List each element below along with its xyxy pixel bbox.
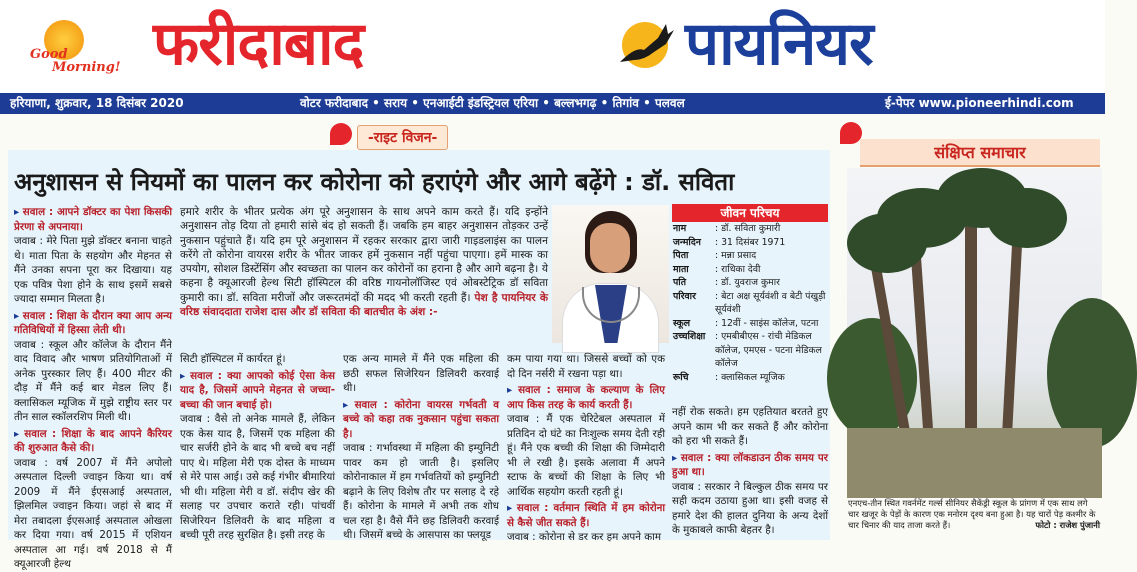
bio-key: पिता [673, 250, 689, 261]
bio-value: : डॉ. सविता कुमारी [715, 223, 781, 234]
article-column-3: एक अन्य मामले में मैंने एक महिला की छठी सफल सिजेरियन डिलिवरी करवाई थी। ▸ सवाल : कोरोना वायरस गर्भवती व बच्चे को कहा तक नुकसान पहुंचा सकता है। जवाब : गर्भावस्था में महिला की इम्युनिटी पावर कम हो जाती है। इसलिए कोरोनाकाल में हम गर्भवतियों को इम्युनिटी बढ़ाने के लिए विशेष तौर पर सलाह दे रहे हैं। कोरोना के मामले में अभी तक शोध चल रहा है। वैसे मैंने छह डिलिवरी करवाई थी। जिसमें बच्चे के आसपास का फ्लयूड [343, 353, 499, 541]
bio-value: : एमबीबीएस - रांची मेडिकल कॉलेज, एमएस - पटना मेडिकल कॉलेज [715, 331, 822, 369]
bio-value: : डॉ. युवराज कुमार [715, 277, 780, 288]
bio-value: : राधिका देवी [715, 263, 761, 275]
question: सवाल : शिक्षा के बाद आपने कैरियर की शुरुआत कैसे की। [14, 427, 172, 454]
bio-row [672, 249, 828, 263]
bio-value: : क्लासिकल म्यूजिक [715, 371, 785, 383]
article-column-2: सिटी हॉस्पिटल में कार्यरत हूं। ▸ सवाल : क्या आपको कोई ऐसा केस याद है, जिसमें आपने मेहनत से जच्चा-बच्चा की जान बचाई हो। जवाब : वैसे तो अनेक मामले हैं, लेकिन एक केस याद है, जिसमें एक महिला की चार सर्जरी होने के बाद भी बच्चे बच नहीं पाए थे। महिला मेरी एक दोस्त के माध्यम से मेरे पास आई। उसे कई गंभीर बीमारियां भी थी। महिला मेरी व डॉ. संदीप खेर की सलाह पर उपचार कराते रही। पांचवीं सिजेरियन डिलिवरी के बाद महिला व बच्ची पूरी तरह सुरक्षित है। इसी तरह के [180, 353, 335, 541]
bio-value: : 12वीं - साइंस कॉलेज, पटना [715, 317, 819, 329]
epaper-link[interactable]: ई-पेपर www.pioneerhindi.com [885, 96, 1074, 110]
answer: जवाब : मेरे पिता मुझे डॉक्टर बनाना चाहते थे। माता पिता के सहयोग और मेहनत से मैंने उनका सपना पूरा कर दिखाया। यह एक पवित्र पेशा होने के साथ इसमें सबसे ज्यादा सम्मान मिलता है। [14, 235, 172, 305]
coverage-areas: वोटर फरीदाबाद • सराय • एनआईटी इंडस्ट्रियल एरिया • बल्लभगढ़ • तिगांव • पलवल [300, 96, 685, 110]
bio-box [672, 204, 828, 384]
bio-key: नाम [673, 223, 687, 234]
question: सवाल : समाज के कल्याण के लिए आप किस तरह के कार्य करती हैं। [507, 384, 665, 411]
continued-text: कम पाया गया था। जिससे बच्चों को एक दो दिन नर्सरी में रखना पड़ा था। [507, 353, 665, 380]
bio-row [672, 236, 828, 250]
question: सवाल : कोरोना वायरस गर्भवती व बच्चे को कहा तक नुकसान पहुंचा सकता है। [343, 398, 499, 440]
answer: जवाब : गर्भावस्था में महिला की इम्युनिटी पावर कम हो जाती है। इसलिए कोरोनाकाल में हम गर्भवतियों को इम्युनिटी बढ़ाने के लिए विशेष तौर पर सलाह दे रहे हैं। कोरोना के मामले में अभी तक शोध चल रहा है। वैसे मैंने छह डिलिवरी करवाई थी। जिसमें बच्चे के आसपास का फ्लयूड [343, 442, 499, 541]
bio-row [672, 276, 828, 290]
bio-table [672, 222, 828, 384]
answer: जवाब : स्कूल और कॉलेज के दौरान मैंने वाद विवाद और भाषण प्रतियोगिताओं में अनेक पुरस्कार लिए हैं। 400 मीटर की दौड़ में मैंने कई बार मेडल लिए हैं। क्लासिकल म्यूजिक में मुझे राष्ट्रीय स्तर पर तीन साल स्कॉलरशिप मिली थी। [14, 338, 172, 423]
article-column-5: नहीं रोक सकते। हम एहतियात बरतते हुए अपने काम भी कर सकते हैं और कोरोना को हरा भी सकते हैं। ▸ सवाल : क्या लॉकडाउन ठीक समय पर हुआ था। जवाब : सरकार ने बिल्कुल ठीक समय पर सही कदम उठाया हुआ था। इसी वजह से हमारे देश की हालत दुनिया के अन्य देशों के मुकाबले काफी बेहतर है। [672, 406, 828, 536]
bio-row [672, 222, 828, 236]
news-brief-sidebar [838, 122, 1105, 540]
bio-key: पति [673, 277, 686, 288]
deer-logo-icon [614, 16, 678, 72]
bio-key: रूचि [673, 371, 689, 383]
answer: जवाब : वर्ष 2007 में मैंने अपोलो अस्पताल दिल्ली ज्वाइन किया था। वर्ष 2009 में मैंने ईएसआई अस्पताल, झिलमिल ज्वाइन किया। जहां से बाद में मेरा तबादला ईएसआई अस्पताल ओखला कर दिया गया। वर्ष 2015 में एशियन अस्पताल आ गई। वर्ष 2018 से मैं क्यूआरजी हेल्थ [14, 456, 172, 570]
bio-key: स्कूल [673, 317, 691, 329]
intro-highlight: पेश है पायनियर के वरिष्ठ संवाददाता राजेश दास और डॉ सविता की बातचीत के अंश :- [180, 291, 548, 319]
info-strip [0, 93, 1105, 114]
bio-key: परिवार [673, 290, 696, 302]
bio-row [672, 330, 828, 371]
answer: जवाब : वैसे तो अनेक मामले हैं, लेकिन एक केस याद है, जिसमें एक महिला की चार सर्जरी होने के बाद भी बच्चे बच नहीं पाए थे। महिला मेरी एक दोस्त के माध्यम से मेरे पास आई। उसे कई गंभीर बीमारियां भी थी। महिला मेरी व डॉ. संदीप खेर की सलाह पर उपचार कराते रही। पांचवीं सिजेरियन डिलिवरी के बाद महिला व बच्ची पूरी तरह सुरक्षित है। इसी तरह के [180, 413, 335, 541]
good-morning-logo [30, 20, 121, 76]
answer: जवाब : मैं एक चेरिटेबल अस्पताल में प्रतिदिन दो घंटे का निःशुल्क समय देती रही हूं। मैंने एक बच्ची की शिक्षा की जिम्मेदारी भी ले रखी है। इसके अलावा मैं अपने स्टाफ के बच्चों की शिक्षा के लिए भी आर्थिक सहयोग करती रहती हूं। [507, 413, 665, 498]
bio-row [672, 371, 828, 385]
bio-value: : बेटा अक्ष सूर्यवंशी व बेटी पंखुड़ी सूर्यवंशी [715, 290, 826, 315]
article-headline: अनुशासन से नियमों का पालन कर कोरोना को हराएंगे और आगे बढ़ेंगे : डॉ. सविता [14, 168, 735, 196]
newspaper-title-city: फरीदाबाद [153, 9, 364, 79]
leaf-icon [840, 122, 862, 144]
question: सवाल : आपने डॉक्टर का पेशा किसकी प्रेरणा से अपनाया। [14, 206, 172, 233]
good-morning-word-1: Good [30, 47, 68, 62]
bio-key: उच्चशिक्षा [673, 331, 706, 342]
answer: जवाब : कोरोना से डर कर हम अपने काम [507, 531, 661, 543]
bio-row [672, 263, 828, 277]
palm-trees-photo [847, 168, 1102, 498]
article-intro [180, 205, 548, 345]
continued-text: नहीं रोक सकते। हम एहतियात बरतते हुए अपने काम भी कर सकते हैं और कोरोना को हरा भी सकते हैं। [672, 406, 828, 447]
bio-value: : 31 दिसंबर 1971 [715, 236, 786, 248]
section-tag: -राइट विजन- [357, 125, 448, 150]
bio-key: माता [673, 263, 689, 275]
bio-value: : मन्ना प्रसाद [715, 250, 757, 261]
good-morning-word-2: Morning! [52, 60, 121, 75]
issue-date: हरियाणा, शुक्रवार, 18 दिसंबर 2020 [10, 96, 184, 110]
masthead [0, 0, 1105, 93]
caption-text: एनएच-तीन स्थित गवर्नमेंट गर्ल्स सीनियर सैकेंड्री स्कूल के प्रांगण में एक साथ लगे चार खजूर के पेड़ों के कारण एक मनोरम दृश्य बना हुआ है। यह चारों पेड़ कश्मीर के चार चिनार की याद ताजा करते हैं। [848, 498, 1096, 530]
photo-caption [848, 498, 1100, 531]
bio-row [672, 317, 828, 331]
intro-text: हमारे शरीर के भीतर प्रत्येक अंग पूरे अनुशासन के साथ अपने काम करते हैं। यदि इन्होंने अनुशासन तोड़ दिया तो हमारी सांसे बंद हो सकती हैं। जबकि हम बाहर अनुशासन तोड़कर उन्हें नुकसान पहुंचाते हैं। यदि हम पूरे अनुशासन में रहकर सरकार द्वारा जारी गाइडलाइंस का पालन करेंगे तो कोरोना वायरस शरीर के भीतर जाकर हमें नुकसान नहीं पहुंचा पाएगा। हमें मास्क का उपयोग, सोशल डिस्टेंसिंग और स्वच्छता का पालन कर कोरोनों का हराना है और आगे बढ़ना है। ये कहना है क्यूआरजी हेल्थ सिटी हॉस्पिटल की वरिष्ठ गायनोलॉजिस्ट एवं ओबस्टेट्रिक डॉ सविता कुमारी का। डॉ. सविता मरीजों और जरूरतमंदों की मदद भी करती रहती हैं। [180, 206, 548, 304]
question: सवाल : क्या लॉकडाउन ठीक समय पर हुआ था। [672, 451, 828, 478]
question: सवाल : वर्तमान स्थिति में हम कोरोना से कैसे जीत सकते हैं। [507, 502, 666, 529]
doctor-photo [552, 205, 669, 343]
photo-credit: फोटो : राजेश पुंजानी [1035, 520, 1100, 530]
continued-text: एक अन्य मामले में मैंने एक महिला की छठी सफल सिजेरियन डिलिवरी करवाई थी। [343, 353, 499, 394]
sidebar-title: संक्षिप्त समाचार [860, 139, 1100, 167]
bio-key: जन्मदिन [673, 236, 701, 248]
newspaper-title-pioneer: पायनियर [685, 9, 873, 79]
answer: जवाब : सरकार ने बिल्कुल ठीक समय पर सही कदम उठाया हुआ था। इसी वजह से हमारे देश की हालत दुनिया के अन्य देशों के मुकाबले काफी बेहतर है। [672, 480, 828, 536]
article-column-1: ▸ सवाल : आपने डॉक्टर का पेशा किसकी प्रेरणा से अपनाया। जवाब : मेरे पिता मुझे डॉक्टर बनाना चाहते थे। माता पिता के सहयोग और मेहनत से मैंने उनका सपना पूरा कर दिखाया। यह एक पवित्र पेशा होने के साथ इसमें सबसे ज्यादा सम्मान मिलता है। ▸ सवाल : शिक्षा के दौरान क्या आप अन्य गतिविधियों में हिस्सा लेती थी। जवाब : स्कूल और कॉलेज के दौरान मैंने वाद विवाद और भाषण प्रतियोगिताओं में अनेक पुरस्कार लिए हैं। 400 मीटर की दौड़ में मैंने कई बार मेडल लिए हैं। क्लासिकल म्यूजिक में मुझे राष्ट्रीय स्तर पर तीन साल स्कॉलरशिप मिली थी। ▸ सवाल : शिक्षा के बाद आपने कैरियर की शुरुआत कैसे की। जवाब : वर्ष 2007 में मैंने अपोलो अस्पताल दिल्ली ज्वाइन किया था। वर्ष 2009 में मैंने ईएसआई अस्पताल, झिलमिल ज्वाइन किया। जहां से बाद में मेरा तबादला ईएसआई अस्पताल ओखला कर दिया गया। वर्ष 2015 में एशियन अस्पताल आ गई। वर्ष 2018 से मैं क्यूआरजी हेल्थ [14, 206, 172, 570]
leaf-icon [330, 123, 352, 145]
bio-title: जीवन परिचय [672, 204, 828, 222]
article-column-4: कम पाया गया था। जिससे बच्चों को एक दो दिन नर्सरी में रखना पड़ा था। ▸ सवाल : समाज के कल्याण के लिए आप किस तरह के कार्य करती हैं। जवाब : मैं एक चेरिटेबल अस्पताल में प्रतिदिन दो घंटे का निःशुल्क समय देती रही हूं। मैंने एक बच्ची की शिक्षा की जिम्मेदारी भी ले रखी है। इसके अलावा मैं अपने स्टाफ के बच्चों की शिक्षा के लिए भी आर्थिक सहयोग करती रहती हूं। ▸ सवाल : वर्तमान स्थिति में हम कोरोना से कैसे जीत सकते हैं। जवाब : कोरोना से डर कर हम अपने काम [507, 353, 666, 543]
continued-text: सिटी हॉस्पिटल में कार्यरत हूं। [180, 353, 286, 365]
question: सवाल : शिक्षा के दौरान क्या आप अन्य गतिविधियों में हिस्सा लेती थी। [14, 309, 172, 336]
bio-row [672, 290, 828, 317]
question: सवाल : क्या आपको कोई ऐसा केस याद है, जिसमें आपने मेहनत से जच्चा-बच्चा की जान बचाई हो। [180, 369, 335, 411]
